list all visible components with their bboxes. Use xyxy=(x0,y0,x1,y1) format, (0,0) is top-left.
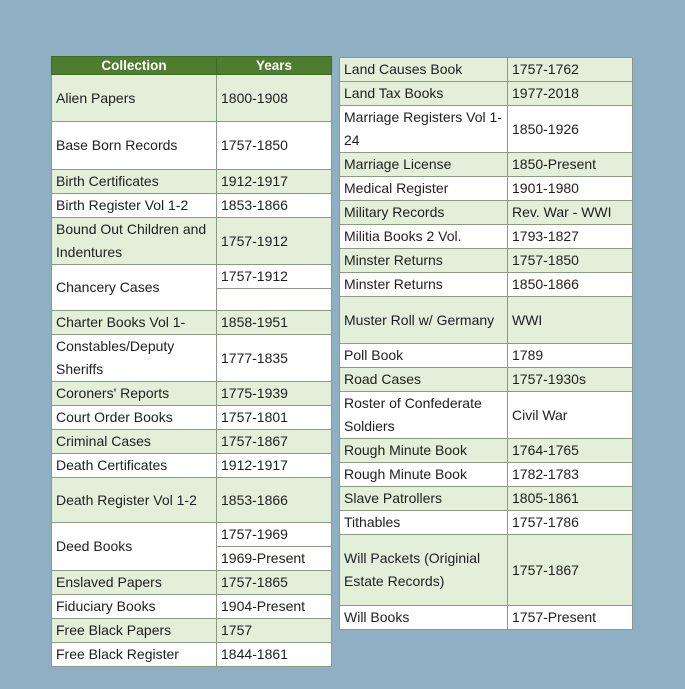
table-row xyxy=(52,170,332,194)
collection-name: Bound Out Children and Indentures xyxy=(52,218,217,265)
collection-name: Minster Returns xyxy=(340,273,508,297)
table-row xyxy=(340,177,633,201)
header-row xyxy=(52,57,332,75)
table-row xyxy=(52,430,332,454)
collection-name: Tithables xyxy=(340,511,508,535)
table-row xyxy=(52,454,332,478)
table-row xyxy=(340,535,633,606)
table-row xyxy=(52,478,332,523)
collection-years: 1757-1969 xyxy=(217,523,332,547)
collection-years: WWI xyxy=(508,297,633,344)
table-row xyxy=(52,571,332,595)
collection-name: Military Records xyxy=(340,201,508,225)
collection-years: 1775-1939 xyxy=(217,382,332,406)
collection-years: 1789 xyxy=(508,344,633,368)
table-row xyxy=(340,606,633,630)
collection-name: Free Black Papers xyxy=(52,619,217,643)
left-records-table xyxy=(51,56,332,667)
collection-name: Land Causes Book xyxy=(340,58,508,82)
table-row xyxy=(52,595,332,619)
collection-name: Charter Books Vol 1- xyxy=(52,311,217,335)
collection-name: Alien Papers xyxy=(52,75,217,122)
collection-name: Birth Register Vol 1-2 xyxy=(52,194,217,218)
table-row xyxy=(52,311,332,335)
collection-name: Constables/Deputy Sheriffs xyxy=(52,335,217,382)
table-row xyxy=(52,218,332,265)
collection-name: Death Certificates xyxy=(52,454,217,478)
collection-name: Land Tax Books xyxy=(340,82,508,106)
collection-years: 1757-1762 xyxy=(508,58,633,82)
table-row xyxy=(340,106,633,153)
collection-name: Enslaved Papers xyxy=(52,571,217,595)
collection-years: 1912-1917 xyxy=(217,454,332,478)
table-row xyxy=(52,406,332,430)
table-row xyxy=(340,392,633,439)
collection-years: 1912-1917 xyxy=(217,170,332,194)
collection-years: 1904-Present xyxy=(217,595,332,619)
collection-name: Slave Patrollers xyxy=(340,487,508,511)
collection-years xyxy=(217,289,332,311)
collection-years: 1757-1850 xyxy=(217,122,332,170)
table-row xyxy=(52,523,332,547)
collection-years: 1757-1867 xyxy=(217,430,332,454)
collection-years: Civil War xyxy=(508,392,633,439)
table-row xyxy=(340,201,633,225)
collection-years: 1757-1850 xyxy=(508,249,633,273)
collection-name: Roster of Confederate Soldiers xyxy=(340,392,508,439)
collection-name: Death Register Vol 1-2 xyxy=(52,478,217,523)
table-row xyxy=(340,225,633,249)
collection-years: 1777-1835 xyxy=(217,335,332,382)
table-row xyxy=(340,463,633,487)
collection-years: 1757-1912 xyxy=(217,265,332,289)
collection-years: 1858-1951 xyxy=(217,311,332,335)
collection-years: 1853-1866 xyxy=(217,478,332,523)
collection-name: Minster Returns xyxy=(340,249,508,273)
collection-years: 1800-1908 xyxy=(217,75,332,122)
collection-name: Base Born Records xyxy=(52,122,217,170)
collection-years: 1782-1783 xyxy=(508,463,633,487)
collection-years: 1969-Present xyxy=(217,547,332,571)
table-row xyxy=(340,249,633,273)
collection-years: 1757-1912 xyxy=(217,218,332,265)
collection-years: 1805-1861 xyxy=(508,487,633,511)
collection-name: Court Order Books xyxy=(52,406,217,430)
table-row xyxy=(340,82,633,106)
collection-name: Rough Minute Book xyxy=(340,439,508,463)
table-row xyxy=(52,75,332,122)
table-row xyxy=(52,335,332,382)
collection-name: Marriage Registers Vol 1-24 xyxy=(340,106,508,153)
table-row xyxy=(340,273,633,297)
table-row xyxy=(52,643,332,667)
collection-years: 1844-1861 xyxy=(217,643,332,667)
collection-years: Rev. War - WWI xyxy=(508,201,633,225)
table-row xyxy=(52,194,332,218)
collection-name: Chancery Cases xyxy=(52,265,217,311)
collection-name: Coroners' Reports xyxy=(52,382,217,406)
years-header: Years xyxy=(217,57,332,75)
collection-years: 1757 xyxy=(217,619,332,643)
table-row xyxy=(340,368,633,392)
collection-name: Road Cases xyxy=(340,368,508,392)
table-row xyxy=(340,344,633,368)
collection-name: Rough Minute Book xyxy=(340,463,508,487)
collection-header: Collection xyxy=(52,57,217,75)
collection-years: 1901-1980 xyxy=(508,177,633,201)
collection-name: Will Packets (Originial Estate Records) xyxy=(340,535,508,606)
collection-name: Poll Book xyxy=(340,344,508,368)
collection-name: Muster Roll w/ Germany xyxy=(340,297,508,344)
collection-years: 1757-1930s xyxy=(508,368,633,392)
table-row xyxy=(52,265,332,289)
collection-name: Militia Books 2 Vol. xyxy=(340,225,508,249)
collection-name: Will Books xyxy=(340,606,508,630)
table-row xyxy=(340,439,633,463)
collection-years: 1757-1867 xyxy=(508,535,633,606)
table-row xyxy=(340,58,633,82)
table-row xyxy=(340,153,633,177)
collection-years: 1764-1765 xyxy=(508,439,633,463)
collection-name: Birth Certificates xyxy=(52,170,217,194)
collection-name: Criminal Cases xyxy=(52,430,217,454)
collection-name: Free Black Register xyxy=(52,643,217,667)
collection-years: 1757-Present xyxy=(508,606,633,630)
table-row xyxy=(340,487,633,511)
collection-years: 1757-1801 xyxy=(217,406,332,430)
table-row xyxy=(340,297,633,344)
table-row xyxy=(52,122,332,170)
collection-years: 1757-1865 xyxy=(217,571,332,595)
collection-name: Marriage License xyxy=(340,153,508,177)
collection-name: Deed Books xyxy=(52,523,217,571)
table-row xyxy=(52,619,332,643)
table-row xyxy=(52,382,332,406)
table-row xyxy=(340,511,633,535)
collection-name: Fiduciary Books xyxy=(52,595,217,619)
collection-years: 1757-1786 xyxy=(508,511,633,535)
collection-years: 1793-1827 xyxy=(508,225,633,249)
collection-name: Medical Register xyxy=(340,177,508,201)
collection-years: 1977-2018 xyxy=(508,82,633,106)
collection-years: 1850-1926 xyxy=(508,106,633,153)
collection-years: 1850-Present xyxy=(508,153,633,177)
collection-years: 1853-1866 xyxy=(217,194,332,218)
right-records-table xyxy=(339,57,633,630)
collection-years: 1850-1866 xyxy=(508,273,633,297)
